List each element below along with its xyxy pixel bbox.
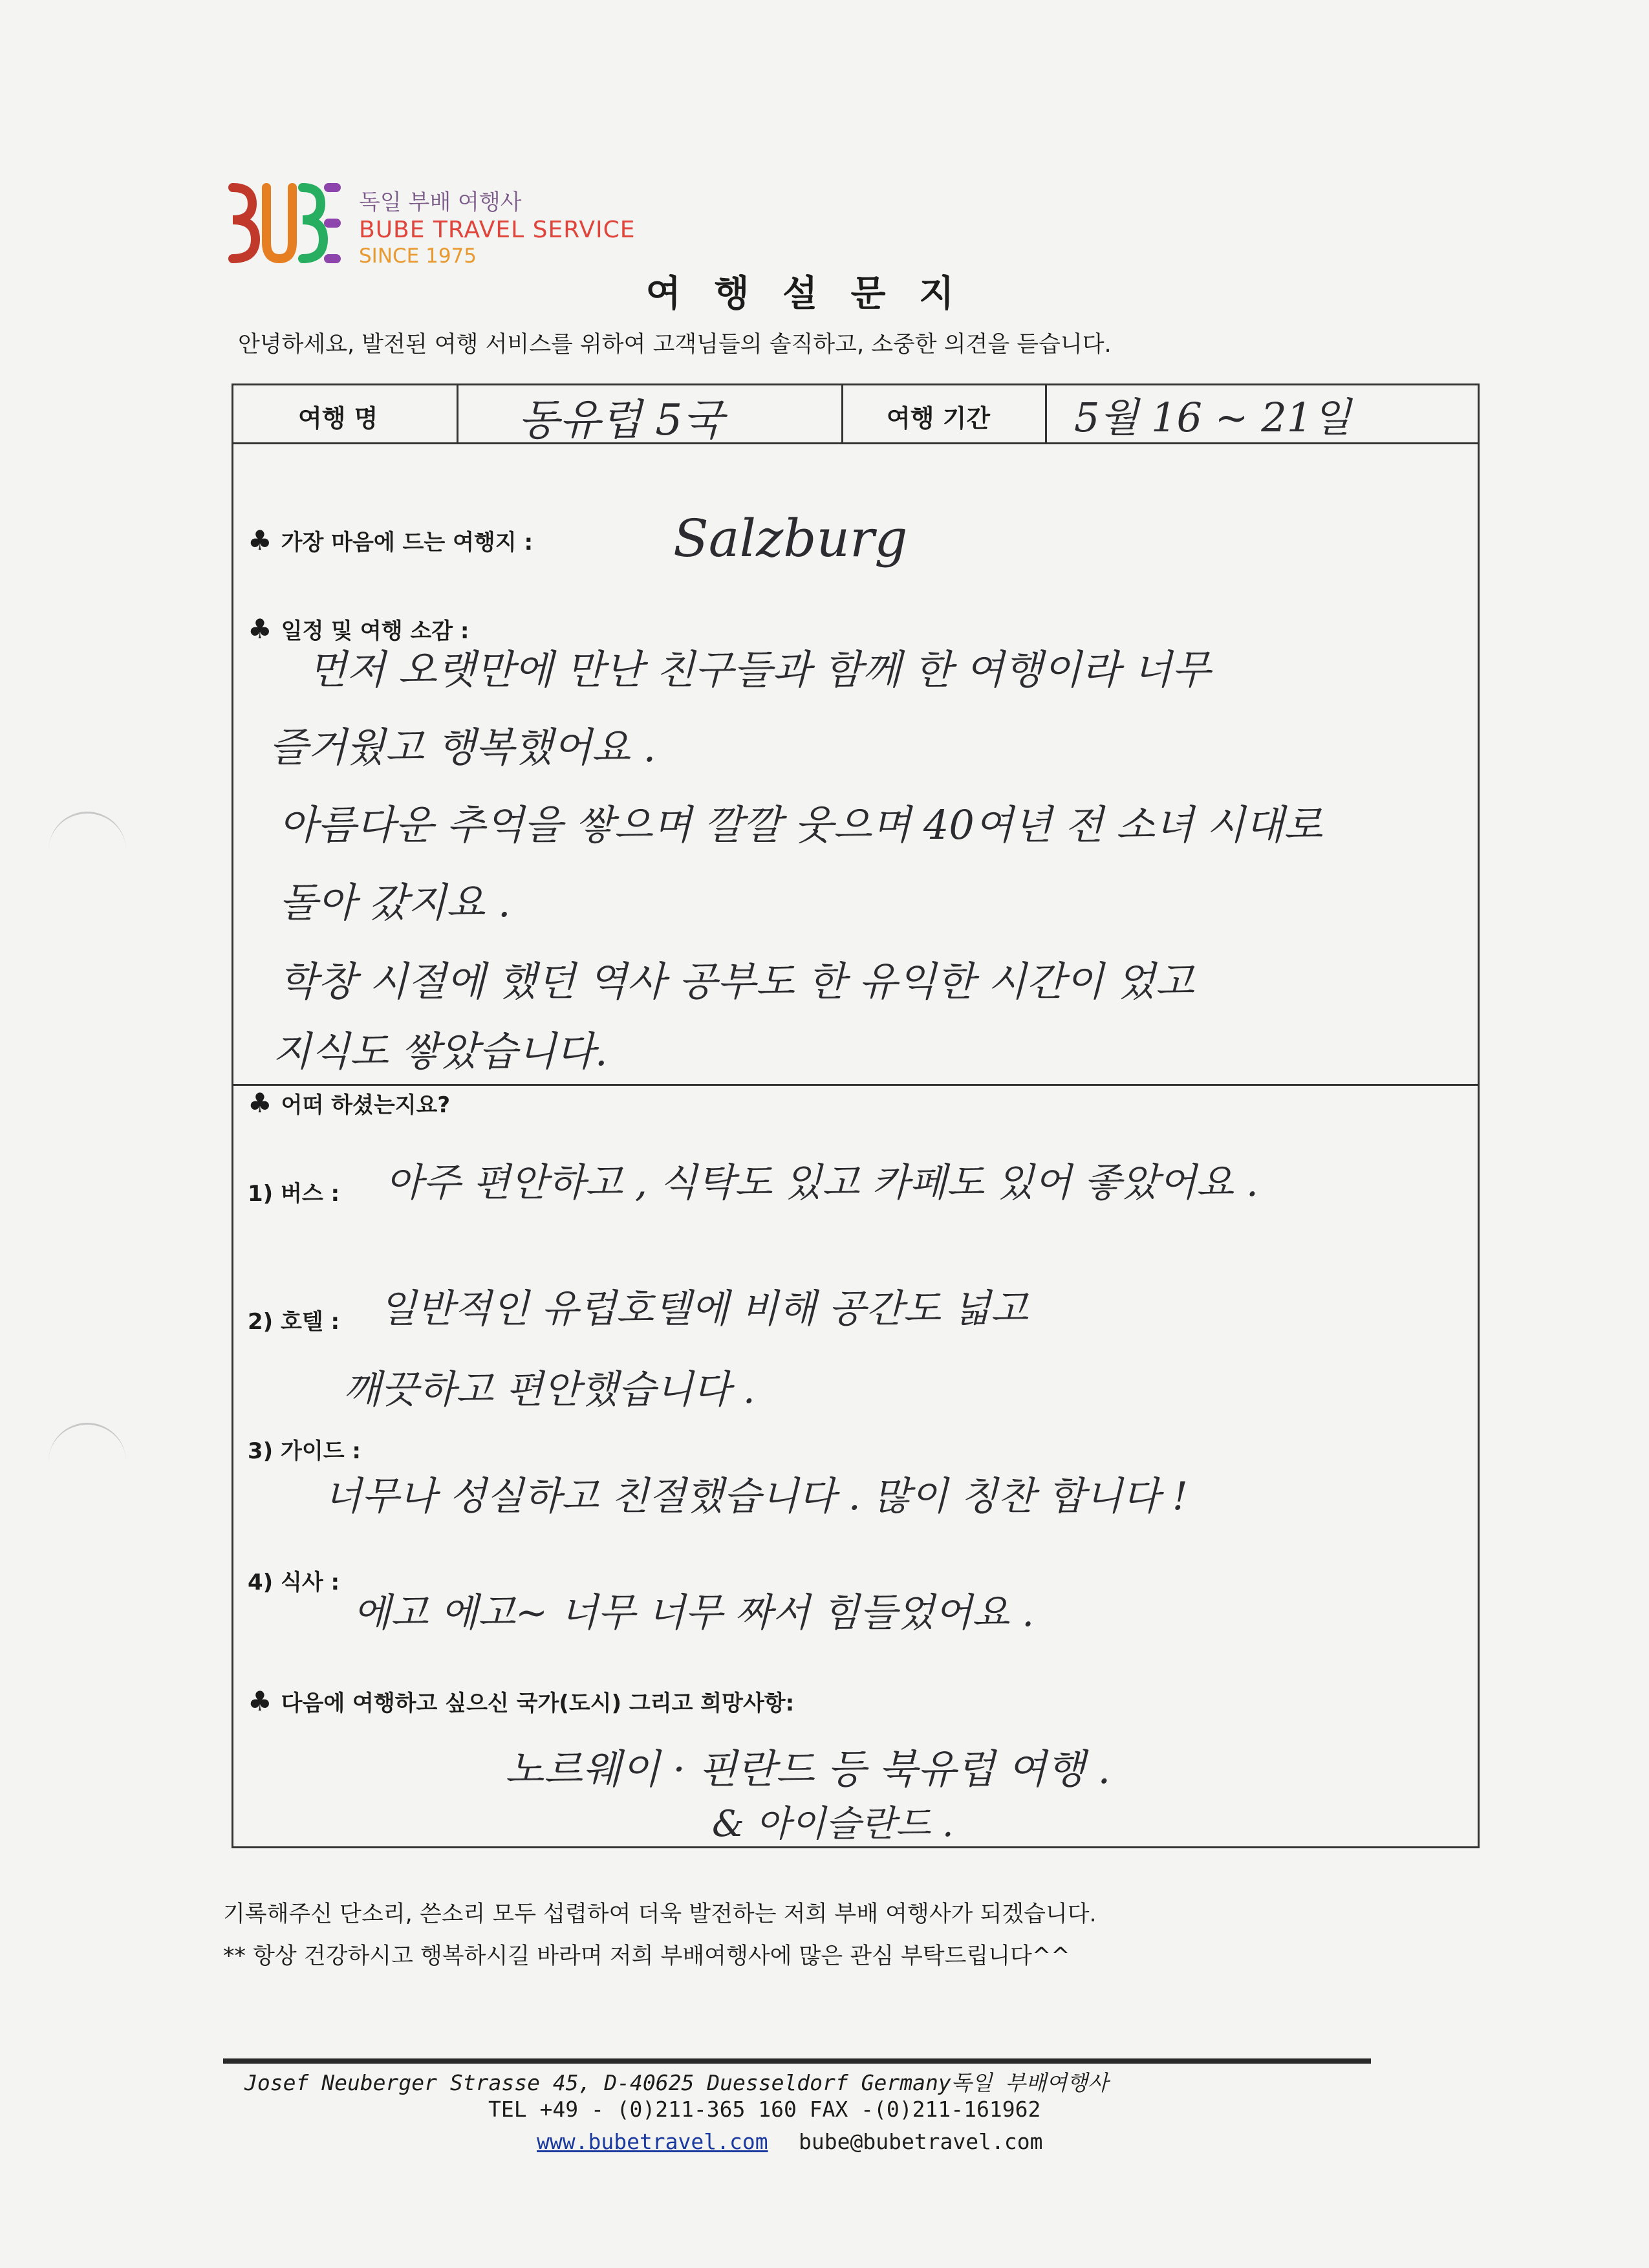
hotel-label: 2) 호텔 : bbox=[248, 1309, 340, 1335]
punch-hole-top bbox=[48, 812, 126, 852]
trip-name-value[interactable]: 동유럽 5국 bbox=[518, 395, 724, 445]
meal-value[interactable]: 에고 에고~ 너무 너무 짜서 힘들었어요 . bbox=[353, 1590, 1035, 1636]
header-col-divider-2 bbox=[841, 385, 843, 442]
bus-value[interactable]: 아주 편안하고 , 식탁도 있고 카페도 있어 좋았어요 . bbox=[385, 1160, 1258, 1205]
meal-label: 4) 식사 : bbox=[248, 1570, 340, 1595]
impressions-line-2[interactable]: 즐거웠고 행복했어요 . bbox=[269, 724, 656, 771]
club-icon: ♣ bbox=[248, 613, 272, 645]
punch-hole-bottom bbox=[48, 1423, 126, 1463]
trip-name-label: 여행 명 bbox=[298, 404, 378, 433]
intro-text: 안녕하세요, 발전된 여행 서비스를 위하여 고객님들의 솔직하고, 소중한 의견을 듣습니다. bbox=[238, 332, 1112, 358]
bus-label: 1) 버스 : bbox=[248, 1181, 340, 1207]
hotel-value-line-1[interactable]: 일반적인 유럽호텔에 비해 공간도 넓고 bbox=[379, 1286, 1028, 1332]
company-logo bbox=[226, 181, 343, 265]
footer-email[interactable]: bube@bubetravel.com bbox=[799, 2129, 1043, 2154]
footer-tel-fax: TEL +49 - (0)211-365 160 FAX -(0)211-161962 bbox=[488, 2097, 1041, 2122]
document-title: 여 행 설 문 지 bbox=[645, 273, 965, 315]
club-icon: ♣ bbox=[248, 1685, 272, 1717]
trip-period-value[interactable]: 5월 16 ~ 21일 bbox=[1074, 394, 1352, 441]
impressions-line-1[interactable]: 먼저 오랫만에 만난 친구들과 함께 한 여행이라 너무 bbox=[308, 646, 1211, 693]
brand-since: SINCE 1975 bbox=[359, 244, 477, 268]
trip-period-label: 여행 기간 bbox=[887, 404, 991, 433]
closing-line-1: 기록해주신 단소리, 쓴소리 모두 섭렵하여 더욱 발전하는 저희 부배 여행사가 되겠습니다. bbox=[223, 1901, 1097, 1927]
impressions-label: ♣ 일정 및 여행 소감 : bbox=[248, 613, 469, 645]
header-col-divider-1 bbox=[457, 385, 458, 442]
footer-address: Josef Neuberger Strasse 45, D-40625 Duesseldorf Germany독일 부배여행사 bbox=[244, 2070, 1108, 2095]
impressions-line-4[interactable]: 돌아 갔지요 . bbox=[279, 879, 511, 926]
footer-rule bbox=[223, 2058, 1371, 2064]
favorite-destination-label: ♣ 가장 마음에 드는 여행지 : bbox=[248, 524, 534, 556]
brand-english-name: BUBE TRAVEL SERVICE bbox=[359, 217, 636, 243]
survey-form bbox=[232, 383, 1480, 1848]
hotel-value-line-2[interactable]: 깨끗하고 편안했습니다 . bbox=[343, 1367, 755, 1412]
impressions-line-3[interactable]: 아름다운 추억을 쌓으며 깔깔 웃으며 40여년 전 소녀 시대로 bbox=[279, 801, 1323, 848]
next-trip-line-2[interactable]: & 아이슬란드 . bbox=[712, 1803, 954, 1845]
section-divider bbox=[233, 1084, 1478, 1086]
header-col-divider-3 bbox=[1045, 385, 1047, 442]
guide-value[interactable]: 너무나 성실하고 친절했습니다 . 많이 칭찬 합니다 ! bbox=[324, 1474, 1188, 1519]
footer-website-link[interactable]: www.bubetravel.com bbox=[537, 2129, 768, 2154]
club-icon: ♣ bbox=[248, 524, 272, 556]
favorite-destination-value[interactable]: Salzburg bbox=[673, 508, 908, 568]
next-trip-label: ♣ 다음에 여행하고 싶으신 국가(도시) 그리고 희망사항: bbox=[248, 1685, 795, 1717]
impressions-line-6[interactable]: 지식도 쌓았습니다. bbox=[272, 1028, 608, 1075]
club-icon: ♣ bbox=[248, 1087, 272, 1119]
impressions-line-5[interactable]: 학창 시절에 했던 역사 공부도 한 유익한 시간이 었고 bbox=[279, 958, 1194, 1005]
closing-line-2: ** 항상 건강하시고 행복하시길 바라며 저희 부배여행사에 많은 관심 부탁드립니다^^ bbox=[223, 1943, 1070, 1969]
brand-korean-name: 독일 부배 여행사 bbox=[359, 189, 522, 215]
guide-label: 3) 가이드 : bbox=[248, 1438, 361, 1464]
next-trip-line-1[interactable]: 노르웨이 · 핀란드 등 북유럽 여행 . bbox=[505, 1745, 1111, 1793]
how-label: ♣ 어떠 하셨는지요? bbox=[248, 1087, 451, 1119]
logo-letters bbox=[233, 188, 336, 259]
